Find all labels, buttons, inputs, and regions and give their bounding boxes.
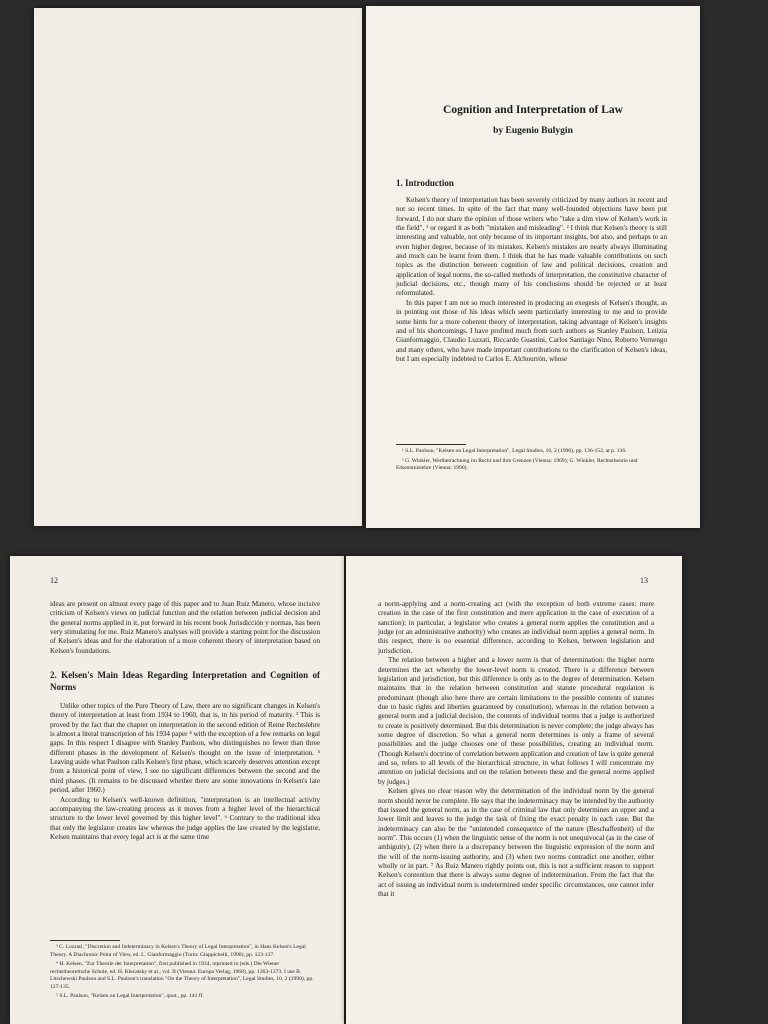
page-13 bbox=[346, 556, 682, 1024]
page-number: 13 bbox=[640, 576, 648, 585]
footnote-rule bbox=[396, 444, 466, 445]
paragraph: Unlike other topics of the Pure Theory of Law, there are no significant changes in Kelsen's theory of interpretation at least from 1934 to 1960, that is, in his period of maturity. ³ This is proved by the fact that the chapter on interpretation in the second edition of Reine Rechtslehre is almost a literal transcription of his 1934 paper ⁴ with the exception of a few remarks on legal gaps. In this respect I disagree with Stanley Paulson, who distinguishes no fewer than three different phases in the development of Kelsen's thought on the issue of interpretation. ⁵ Leaving aside what Paulson calls Kelsen's first phase, which scarcely deserves attention except from a historical point of view, I see no significant differences between the second and the third phases. (It remains to be discussed whether there are some innovations in Kelsen's late period, after 1960.) bbox=[50, 701, 320, 795]
footnote: ⁴ H. Kelsen, "Zur Theorie der Interpretation", first published in 1934, reprinted in (eds.) Die Wiener rechtstheoretische Schule, ed. H. Klecatsky et al., vol. II (Vienna: Europa Verlag, 1968), pp. 1363-1373. I use B. Litschewski Paulson and S.L. Paulson's translation "On the Theory of Interpretation", Legal Studies, 10, 2 (1990), pp. 127-135. bbox=[50, 961, 314, 990]
footnote-rule bbox=[50, 940, 120, 941]
paragraph: ideas are present on almost every page of this paper and to Juan Ruiz Manero, whose incisive criticism of Kelsen's views on judicial function and the relation between judicial decision and the general norms applied in it, put forward in his recent book Jurisdicción y normas, has been very stimulating for me. Ruiz Manero's analyses will provide a starting point for the discussion of Kelsen's ideas and for the elaboration of a more coherent theory of interpretation based on Kelsen's foundations. bbox=[50, 600, 320, 655]
paper-title: Cognition and Interpretation of Law bbox=[443, 104, 623, 116]
footnotes bbox=[50, 944, 320, 1003]
blank-left-page bbox=[34, 8, 362, 526]
page-number: 12 bbox=[50, 576, 58, 585]
page-12 bbox=[10, 556, 344, 1024]
footnotes bbox=[396, 448, 667, 475]
paragraph: In this paper I am not so much interested in producing an exegesis of Kelsen's thought, as in pointing out those of his ideas which seem particularly interesting to me and to provide some hints for a more coherent theory of interpretation, taking advantage of Kelsen's insights and of his shortcomings. I have profited much from such authors as Stanley Paulson, Letizia Gianformaggio, Claudio Luzzati, Riccardo Guastini, Carlos Santiago Nino, Roberto Vernengo and many others, who have made important contributions to the clarification of Kelsen's ideas, but I am especially indebted to Carlos E. Alchourrón, whose bbox=[396, 298, 667, 363]
footnote: ⁵ S.L. Paulson, "Kelsen on Legal Interpretation", quot., pp. 141 ff. bbox=[56, 993, 204, 1000]
paragraph: Kelsen gives no clear reason why the determination of the individual norm by the general norm should never be complete. He says that the indeterminacy may be intended by the authority that issued the general norm, as in the case of criminal law that only determines an upper and a lower limit and leaves to the judge the task of fixing the exact penalty in each case. But the indeterminacy can also be the "unintended consequence of the nature (Beschaffenheit) of the norm". This occurs (1) when the linguistic sense of the norm is not unequivocal (as in the case of ambiguity), (2) when there is a discrepancy between the linguistic expression of the norm and the will of the norm-issuing authority, and (3) when two norms contradict one another, either wholly or in part. ⁷ As Ruiz Manero rightly points out, this is not a sufficient reason to support Kelsen's contention that there is always some degree of indetermination. From the fact that the act of issuing an individual norm is undetermined under specific circumstances, one cannot infer that it bbox=[378, 787, 654, 899]
page-13-body bbox=[378, 600, 654, 900]
paragraph: Kelsen's theory of interpretation has been severely criticized by many authors in recent and not so recent times. In spite of the fact that many well-founded objections have been put forward, I do not share the opinion of those writers who "take a dim view of Kelsen's work in the field", ¹ or regard it as both "mistaken and misleading". ² I think that Kelsen's theory is still interesting and valuable, not only because of its important insights, but also, and perhaps to an even higher degree, because of its mistakes. Kelsen's mistakes are nearly always illuminating and much can be learnt from them. I think that he has made valuable contributions on such topics as the distinction between cognition of law and political decisions, creation and application of legal norms, the so-called methods of interpretation, the constitutive character of judicial decisions, etc., though many of his conclusions should be rejected or at least reformulated. bbox=[396, 195, 667, 298]
page-12-body bbox=[50, 600, 320, 842]
paragraph: a norm-applying and a norm-creating act (with the exception of both extreme cases: mere creation in the case of the first constitution and mere application in the case of execution of a sanction); in particular, a legislator who creates a general norm applies the constitution and a judge (or an administrative authority) who creates an individual norm applies a general norm. In this respect, there is no essential difference, according to Kelsen, between legislation and jurisdiction. bbox=[378, 600, 654, 655]
paragraph: The relation between a higher and a lower norm is that of determination: the higher norm determines the act whereby the lower-level norm is created. There is a difference between legislation and jurisdiction, but this difference is only as to the degree of determination. Kelsen maintains that in the relation between constitution and statute procedural regulation is predominant (though also here there are certain limitations to the possible contents of statutes due to basic rights and liberties guaranteed by constitution), whereas in the relation between a general norm and a judicial decision, the contents of individual norms that a judge is authorized to create is positively determined. But this determination is never complete; the judge always has some degree of discretion. So what a general norm determines is only a frame of several possibilities and the judge chooses one of these possibilities, creating an individual norm. (Though Kelsen's doctrine of correlation between application and creation of law is quite general and so, refers to all levels of the hierarchical structure, in what follows I will concentrate my attention on judicial decisions and on the relation between these and the general norms applied by judges.) bbox=[378, 656, 654, 786]
footnote: ¹ S.L. Paulson, "Kelsen on Legal Interpretation", Legal Studies, 10, 2 (1990), pp. 136-152, at p. 136. bbox=[402, 448, 627, 454]
section-heading-introduction: 1. Introduction bbox=[396, 178, 454, 188]
introduction-section bbox=[396, 178, 667, 364]
footnote: ² G. Winkler, Wertbetrachtung im Recht und ihre Grenzen (Vienna: 1969); G. Winkler, Rechtstheorie und Erkenntnislehre (Vienna: 1990). bbox=[396, 457, 638, 472]
first-page bbox=[366, 6, 700, 528]
footnote: ³ C. Luzzati, "Discretion and Indeterminacy in Kelsen's Theory of Legal Interpretation", in Hans Kelsen's Legal Theory. A Diachronic Point of View, ed. L. Gianformaggio (Turin: Giappichelli, 1990), pp. 123-137. bbox=[50, 944, 306, 958]
section-heading-kelsen-main-ideas: 2. Kelsen's Main Ideas Regarding Interpretation and Cognition of Norms bbox=[50, 670, 320, 693]
paragraph: According to Kelsen's well-known definition, "interpretation is an intellectual activity accompanying the law-creating process as it moves from a higher level of the hierarchical structure to the lower level governed by this higher level". ⁶ Contrary to the traditional idea that only the legislator creates law whereas the judge applies the law created by the legislator, Kelsen maintains that every legal act is at the same time bbox=[50, 795, 320, 841]
paper-author: by Eugenio Bulygin bbox=[493, 126, 573, 136]
